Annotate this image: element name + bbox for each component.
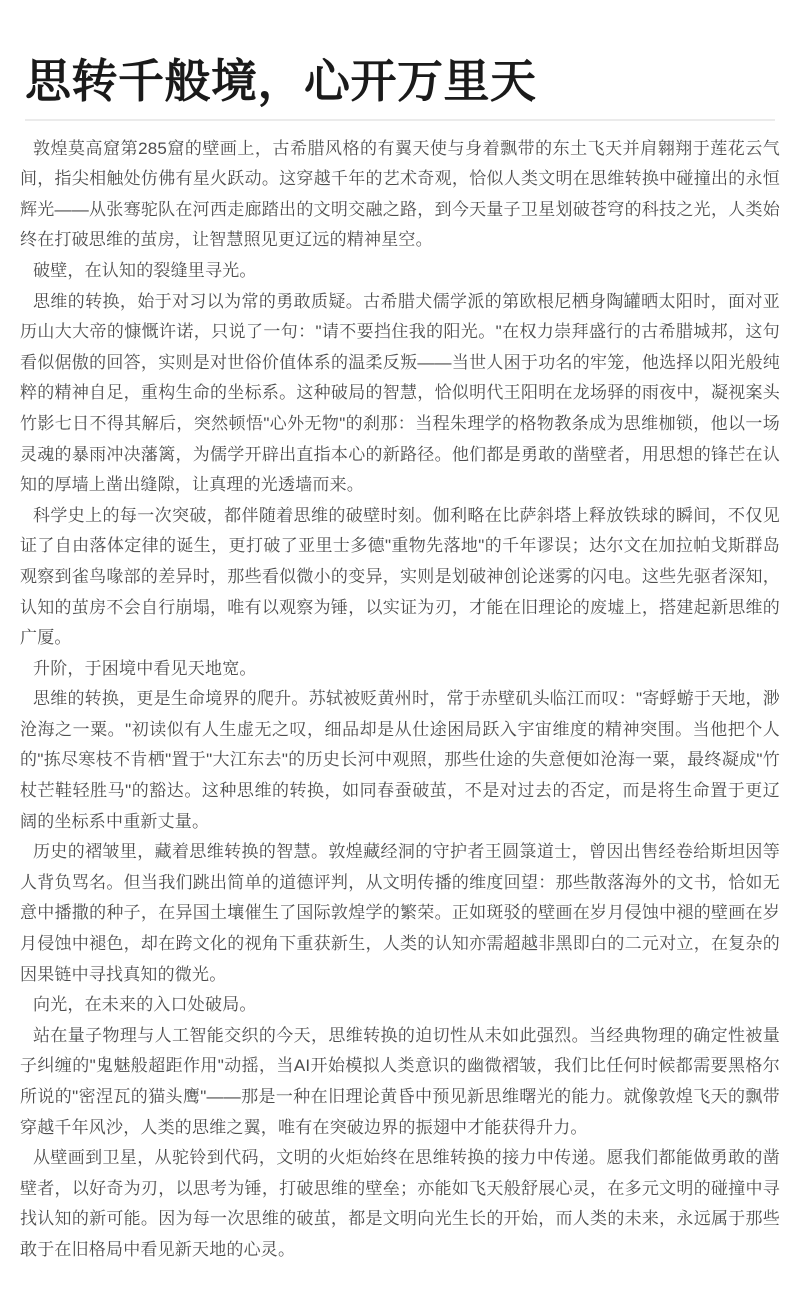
paragraph-2: 破壁，在认知的裂缝里寻光。 bbox=[33, 260, 257, 280]
paragraph-3: 思维的转换，始于对习以为常的勇敢质疑。古希腊犬儒学派的第欧根尼栖身陶罐晒太阳时，面对亚历山大大帝的慷慨许诺，只说了一句："请不要挡住我的阳光。"在权力崇拜盛行的古希腊城邦，这句看似倨傲的回答，实则是对世俗价值体系的温柔反叛——当世人困于功名的牢笼，他选择以阳光般纯粹的精神自足，重构生命的坐标系。这种破局的智慧，恰似明代王阳明在龙场驿的雨夜中，凝视案头竹影七日不得其解后，突然顿悟"心外无物"的刹那：当程朱理学的格物教条成为思维枷锁，他以一场灵魂的暴雨冲决藩篱，为儒学开辟出直指本心的新路径。他们都是勇敢的凿壁者，用思想的锋芒在认知的厚墙上凿出缝隙，让真理的光透墙而来。 bbox=[20, 291, 780, 495]
paragraph-4: 科学史上的每一次突破，都伴随着思维的破壁时刻。伽利略在比萨斜塔上释放铁球的瞬间，不仅见证了自由落体定律的诞生，更打破了亚里士多德"重物先落地"的千年谬误；达尔文在加拉帕戈斯群岛观察到雀鸟喙部的差异时，那些看似微小的变异，实则是划破神创论迷雾的闪电。这些先驱者深知，认知的茧房不会自行崩塌，唯有以观察为锤，以实证为刃，才能在旧理论的废墟上，搭建起新思维的广厦。 bbox=[20, 505, 780, 648]
paragraph-1: 敦煌莫高窟第285窟的壁画上，古希腊风格的有翼天使与身着飘带的东土飞天并肩翱翔于莲花云气间，指尖相触处仿佛有星火跃动。这穿越千年的艺术奇观，恰似人类文明在思维转换中碰撞出的永恒辉光——从张骞驼队在河西走廊踏出的文明交融之路，到今天量子卫星划破苍穹的科技之光，人类始终在打破思维的茧房，让智慧照见更辽远的精神星空。 bbox=[20, 138, 780, 250]
paragraph-7: 历史的褶皱里，藏着思维转换的智慧。敦煌藏经洞的守护者王圆箓道士，曾因出售经卷给斯坦因等人背负骂名。但当我们跳出简单的道德评判，从文明传播的维度回望：那些散落海外的文书，恰如无意中播撒的种子，在异国土壤催生了国际敦煌学的繁荣。正如斑驳的壁画在岁月侵蚀中褪的壁画在岁月侵蚀中褪色，却在跨文化的视角下重获新生，人类的认知亦需超越非黑即白的二元对立，在复杂的因果链中寻找真知的微光。 bbox=[20, 842, 780, 984]
article-body bbox=[20, 134, 780, 1266]
paragraph-10: 从壁画到卫星，从驼铃到代码，文明的火炬始终在思维转换的接力中传递。愿我们都能做勇敢的凿壁者，以好奇为刃，以思考为锤，打破思维的壁垒；亦能如飞天般舒展心灵，在多元文明的碰撞中寻找认知的新可能。因为每一次思维的破茧，都是文明向光生长的开始，而人类的未来，永远属于那些敢于在旧格局中看见新天地的心灵。 bbox=[20, 1148, 780, 1259]
title-divider bbox=[25, 119, 775, 121]
paragraph-5: 升阶，于困境中看见天地宽。 bbox=[33, 658, 257, 678]
paragraph-9: 站在量子物理与人工智能交织的今天，思维转换的迫切性从未如此强烈。当经典物理的确定性被量子纠缠的"鬼魅般超距作用"动摇，当AI开始模拟人类意识的幽微褶皱，我们比任何时候都需要黑格尔所说的"密涅瓦的猫头鹰"——那是一种在旧理论黄昏中预见新思维曙光的能力。就像敦煌飞天的飘带穿越千年风沙，人类的思维之翼，唯有在突破边界的振翅中才能获得升力。 bbox=[20, 1025, 780, 1137]
paragraph-8: 向光，在未来的入口处破局。 bbox=[33, 995, 257, 1015]
article-title: 思转千般境，心开万里天 bbox=[25, 55, 537, 107]
paragraph-6: 思维的转换，更是生命境界的爬升。苏轼被贬黄州时，常于赤壁矶头临江而叹："寄蜉蝣于天地，渺沧海之一粟。"初读似有人生虚无之叹，细品却是从仕途困局跃入宇宙维度的精神突围。当他把个人的"拣尽寒枝不肯栖"置于"大江东去"的历史长河中观照，那些仕途的失意便如沧海一粟，最终凝成"竹杖芒鞋轻胜马"的豁达。这种思维的转换，如同春蚕破茧，不是对过去的否定，而是将生命置于更辽阔的坐标系中重新丈量。 bbox=[20, 689, 780, 831]
